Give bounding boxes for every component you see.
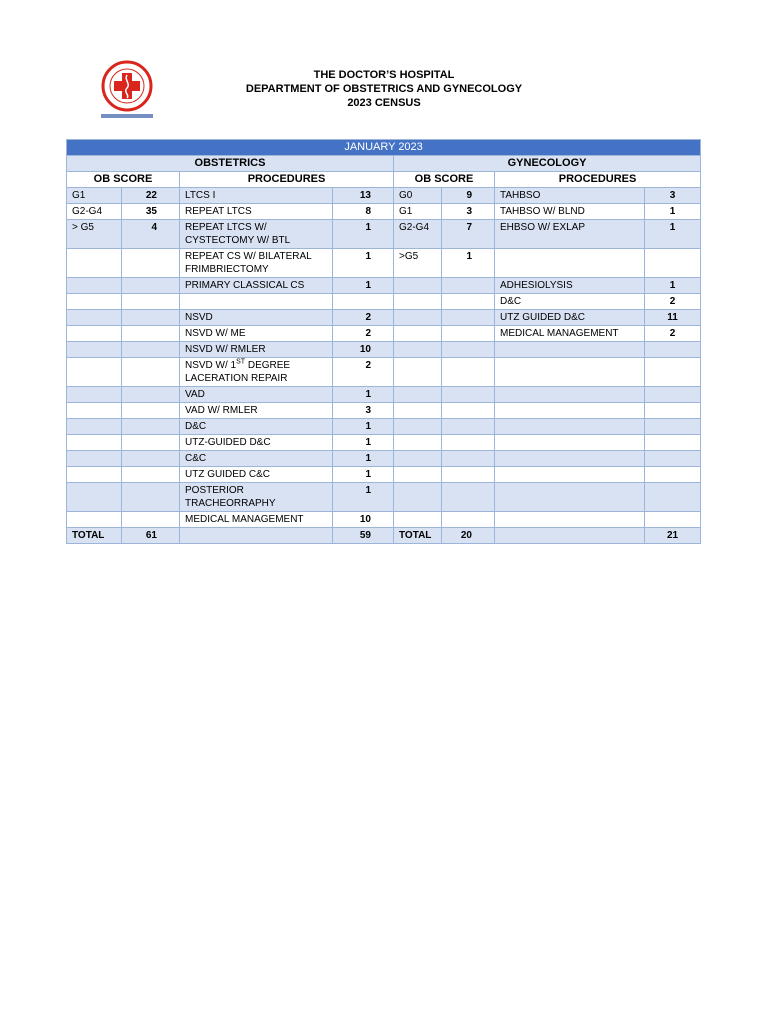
- ob-score-cell: [67, 451, 122, 467]
- gyn-procedure-count: [645, 358, 701, 387]
- gyn-score-cell: [394, 467, 442, 483]
- ob-procedure-count: [333, 294, 394, 310]
- ob-procedure-count: 1: [333, 419, 394, 435]
- ob-score-cell: [67, 512, 122, 528]
- gyn-procedure-cell: [495, 342, 645, 358]
- gyn-procedure-count: 1: [645, 220, 701, 249]
- gyn-procedure-cell: D&C: [495, 294, 645, 310]
- hospital-name: THE DOCTOR’S HOSPITAL: [313, 69, 455, 81]
- ob-procedure-cell: [180, 294, 333, 310]
- ob-procedure-count: 13: [333, 188, 394, 204]
- gyn-score-count: [442, 419, 495, 435]
- gyn-procedure-total: 21: [645, 528, 701, 544]
- gyn-procedure-count: 1: [645, 278, 701, 294]
- gyn-score-count: [442, 512, 495, 528]
- gyn-score-cell: >G5: [394, 249, 442, 278]
- table-row: [67, 294, 701, 310]
- gyn-procedure-count: [645, 467, 701, 483]
- ob-score-cell: [67, 435, 122, 451]
- ob-score-count: [122, 342, 180, 358]
- procedure-text: NSVD W/ 1: [185, 360, 237, 371]
- table-row: [67, 467, 701, 483]
- ob-procedure-cell: NSVD W/ RMLER: [180, 342, 333, 358]
- gyn-procedure-count: [645, 483, 701, 512]
- ob-score-count: [122, 310, 180, 326]
- gyn-score-cell: [394, 278, 442, 294]
- ob-procedure-count: 1: [333, 451, 394, 467]
- ob-procedure-count: 10: [333, 342, 394, 358]
- ob-procedure-count: 1: [333, 220, 394, 249]
- gyn-procedure-cell: [495, 387, 645, 403]
- ob-score-cell: [67, 294, 122, 310]
- gyn-procedure-count: [645, 451, 701, 467]
- gyn-procedure-count: 11: [645, 310, 701, 326]
- gyn-score-count: 7: [442, 220, 495, 249]
- gyn-score-count: [442, 342, 495, 358]
- ob-procedure-count: 2: [333, 326, 394, 342]
- gyn-score-cell: [394, 342, 442, 358]
- gyn-procedure-count: [645, 512, 701, 528]
- ob-procedure-cell: UTZ GUIDED C&C: [180, 467, 333, 483]
- table-row: [67, 451, 701, 467]
- gyn-procedure-cell: [495, 435, 645, 451]
- gyn-procedure-count: 2: [645, 326, 701, 342]
- ob-procedure-cell: D&C: [180, 419, 333, 435]
- table-row: [67, 204, 701, 220]
- table-row: [67, 403, 701, 419]
- gyn-score-cell: [394, 326, 442, 342]
- ob-score-cell: [67, 387, 122, 403]
- gyn-score-cell: [394, 310, 442, 326]
- gyn-score-count: [442, 435, 495, 451]
- gyn-score-count: 1: [442, 249, 495, 278]
- ob-procedure-count: 1: [333, 467, 394, 483]
- gyn-procedure-cell: [495, 483, 645, 512]
- ob-procedure-count: 3: [333, 403, 394, 419]
- gyn-score-cell: G1: [394, 204, 442, 220]
- ob-score-count: [122, 512, 180, 528]
- gyn-procedure-cell: TAHBSO W/ BLND: [495, 204, 645, 220]
- ob-score-count: [122, 249, 180, 278]
- gyn-score-count: [442, 403, 495, 419]
- ob-procedure-cell: VAD: [180, 387, 333, 403]
- gyn-procedure-count: [645, 249, 701, 278]
- ob-score-count: [122, 451, 180, 467]
- empty-cell: [180, 528, 333, 544]
- ob-procedure-cell: LTCS I: [180, 188, 333, 204]
- gyn-procedure-count: 2: [645, 294, 701, 310]
- census-year: 2023 CENSUS: [347, 97, 421, 109]
- ob-score-cell: [67, 342, 122, 358]
- total-label: TOTAL: [67, 528, 122, 544]
- month-title: JANUARY 2023: [67, 140, 701, 156]
- gyn-score-count: [442, 326, 495, 342]
- gyn-procedure-cell: ADHESIOLYSIS: [495, 278, 645, 294]
- ob-procedure-cell: NSVD: [180, 310, 333, 326]
- table-row: [67, 435, 701, 451]
- table-row: [67, 483, 701, 512]
- ob-score-cell: [67, 358, 122, 387]
- table-row: [67, 358, 701, 387]
- gyn-score-count: [442, 467, 495, 483]
- procedures-header: PROCEDURES: [180, 172, 394, 188]
- gyn-score-cell: [394, 358, 442, 387]
- document-header: [150, 68, 618, 110]
- ob-procedure-count: 1: [333, 387, 394, 403]
- table-row: [67, 419, 701, 435]
- table-row: [67, 342, 701, 358]
- ob-procedure-cell: C&C: [180, 451, 333, 467]
- table-row: [67, 220, 701, 249]
- gyn-score-total: 20: [442, 528, 495, 544]
- ob-score-cell: G2-G4: [67, 204, 122, 220]
- ob-procedure-count: 2: [333, 358, 394, 387]
- gyn-score-cell: [394, 387, 442, 403]
- ob-score-count: [122, 483, 180, 512]
- ob-score-cell: [67, 249, 122, 278]
- gyn-score-count: [442, 387, 495, 403]
- gyn-score-cell: [394, 483, 442, 512]
- table-row: [67, 387, 701, 403]
- ob-procedure-cell: UTZ-GUIDED D&C: [180, 435, 333, 451]
- gyn-procedure-count: [645, 387, 701, 403]
- gyn-score-cell: [394, 512, 442, 528]
- ob-procedure-cell: VAD W/ RMLER: [180, 403, 333, 419]
- ob-procedure-cell: REPEAT LTCS: [180, 204, 333, 220]
- ob-procedure-cell: REPEAT LTCS W/ CYSTECTOMY W/ BTL: [180, 220, 333, 249]
- ob-score-count: [122, 326, 180, 342]
- gyn-procedure-cell: MEDICAL MANAGEMENT: [495, 326, 645, 342]
- procedure-text: DEGREE LACERATION REPAIR: [185, 360, 291, 384]
- ob-procedure-cell: [180, 358, 333, 387]
- gyn-procedure-count: [645, 419, 701, 435]
- ob-score-count: [122, 278, 180, 294]
- ob-score-cell: [67, 310, 122, 326]
- gyn-procedure-cell: [495, 467, 645, 483]
- gyn-procedure-cell: [495, 358, 645, 387]
- ob-procedure-cell: POSTERIOR TRACHEORRAPHY: [180, 483, 333, 512]
- empty-cell: [495, 528, 645, 544]
- ordinal-suffix: ST: [236, 358, 246, 366]
- total-row: [67, 528, 701, 544]
- ob-score-cell: [67, 278, 122, 294]
- ob-score-cell: G1: [67, 188, 122, 204]
- ob-procedure-cell: REPEAT CS W/ BILATERAL FRIMBRIECTOMY: [180, 249, 333, 278]
- gyn-procedure-cell: TAHBSO: [495, 188, 645, 204]
- gyn-procedure-count: [645, 435, 701, 451]
- gynecology-header: GYNECOLOGY: [394, 156, 701, 172]
- gyn-procedure-count: 1: [645, 204, 701, 220]
- ob-procedure-count: 10: [333, 512, 394, 528]
- ob-procedure-cell: PRIMARY CLASSICAL CS: [180, 278, 333, 294]
- department-name: DEPARTMENT OF OBSTETRICS AND GYNECOLOGY: [245, 83, 523, 95]
- gyn-score-cell: [394, 294, 442, 310]
- ob-score-cell: [67, 403, 122, 419]
- ob-score-count: [122, 419, 180, 435]
- table-row: [67, 278, 701, 294]
- ob-score-count: [122, 387, 180, 403]
- gyn-score-cell: G2-G4: [394, 220, 442, 249]
- ob-score-count: [122, 403, 180, 419]
- gyn-procedure-cell: EHBSO W/ EXLAP: [495, 220, 645, 249]
- ob-procedure-count: 2: [333, 310, 394, 326]
- gyn-score-cell: [394, 435, 442, 451]
- gyn-score-count: [442, 294, 495, 310]
- ob-score-count: [122, 294, 180, 310]
- table-row: [67, 310, 701, 326]
- table-row: [67, 326, 701, 342]
- gyn-procedure-cell: [495, 512, 645, 528]
- ob-score-cell: [67, 467, 122, 483]
- ob-score-cell: [67, 419, 122, 435]
- gyn-total-label: TOTAL: [394, 528, 442, 544]
- ob-procedure-count: 1: [333, 435, 394, 451]
- ob-score-total: 61: [122, 528, 180, 544]
- ob-procedure-count: 1: [333, 278, 394, 294]
- ob-score-count: [122, 435, 180, 451]
- ob-score-count: 22: [122, 188, 180, 204]
- gyn-procedure-cell: [495, 249, 645, 278]
- ob-score-count: [122, 467, 180, 483]
- gyn-procedure-cell: UTZ GUIDED D&C: [495, 310, 645, 326]
- gyn-score-cell: G0: [394, 188, 442, 204]
- gyn-procedure-cell: [495, 419, 645, 435]
- ob-procedure-count: 1: [333, 249, 394, 278]
- gyn-score-count: [442, 451, 495, 467]
- ob-score-count: 4: [122, 220, 180, 249]
- obstetrics-header: OBSTETRICS: [67, 156, 394, 172]
- gyn-procedure-count: [645, 403, 701, 419]
- gyn-score-cell: [394, 403, 442, 419]
- gyn-score-count: 3: [442, 204, 495, 220]
- ob-score-count: [122, 358, 180, 387]
- ob-procedure-count: 1: [333, 483, 394, 512]
- gyn-score-cell: [394, 451, 442, 467]
- ob-procedure-total: 59: [333, 528, 394, 544]
- gyn-procedure-cell: [495, 403, 645, 419]
- ob-score-cell: > G5: [67, 220, 122, 249]
- ob-score-header: OB SCORE: [67, 172, 180, 188]
- ob-score-cell: [67, 483, 122, 512]
- gyn-score-count: 9: [442, 188, 495, 204]
- ob-score-count: 35: [122, 204, 180, 220]
- gyn-procedure-count: [645, 342, 701, 358]
- gyn-score-cell: [394, 419, 442, 435]
- table-row: [67, 512, 701, 528]
- ob-score-cell: [67, 326, 122, 342]
- gyn-procedures-header: PROCEDURES: [495, 172, 701, 188]
- ob-procedure-count: 8: [333, 204, 394, 220]
- census-table: [66, 139, 701, 544]
- gyn-score-count: [442, 358, 495, 387]
- table-row: [67, 249, 701, 278]
- gyn-score-count: [442, 310, 495, 326]
- table-row: [67, 188, 701, 204]
- gyn-ob-score-header: OB SCORE: [394, 172, 495, 188]
- gyn-procedure-count: 3: [645, 188, 701, 204]
- gyn-procedure-cell: [495, 451, 645, 467]
- ob-procedure-cell: NSVD W/ ME: [180, 326, 333, 342]
- gyn-score-count: [442, 278, 495, 294]
- ob-procedure-cell: MEDICAL MANAGEMENT: [180, 512, 333, 528]
- gyn-score-count: [442, 483, 495, 512]
